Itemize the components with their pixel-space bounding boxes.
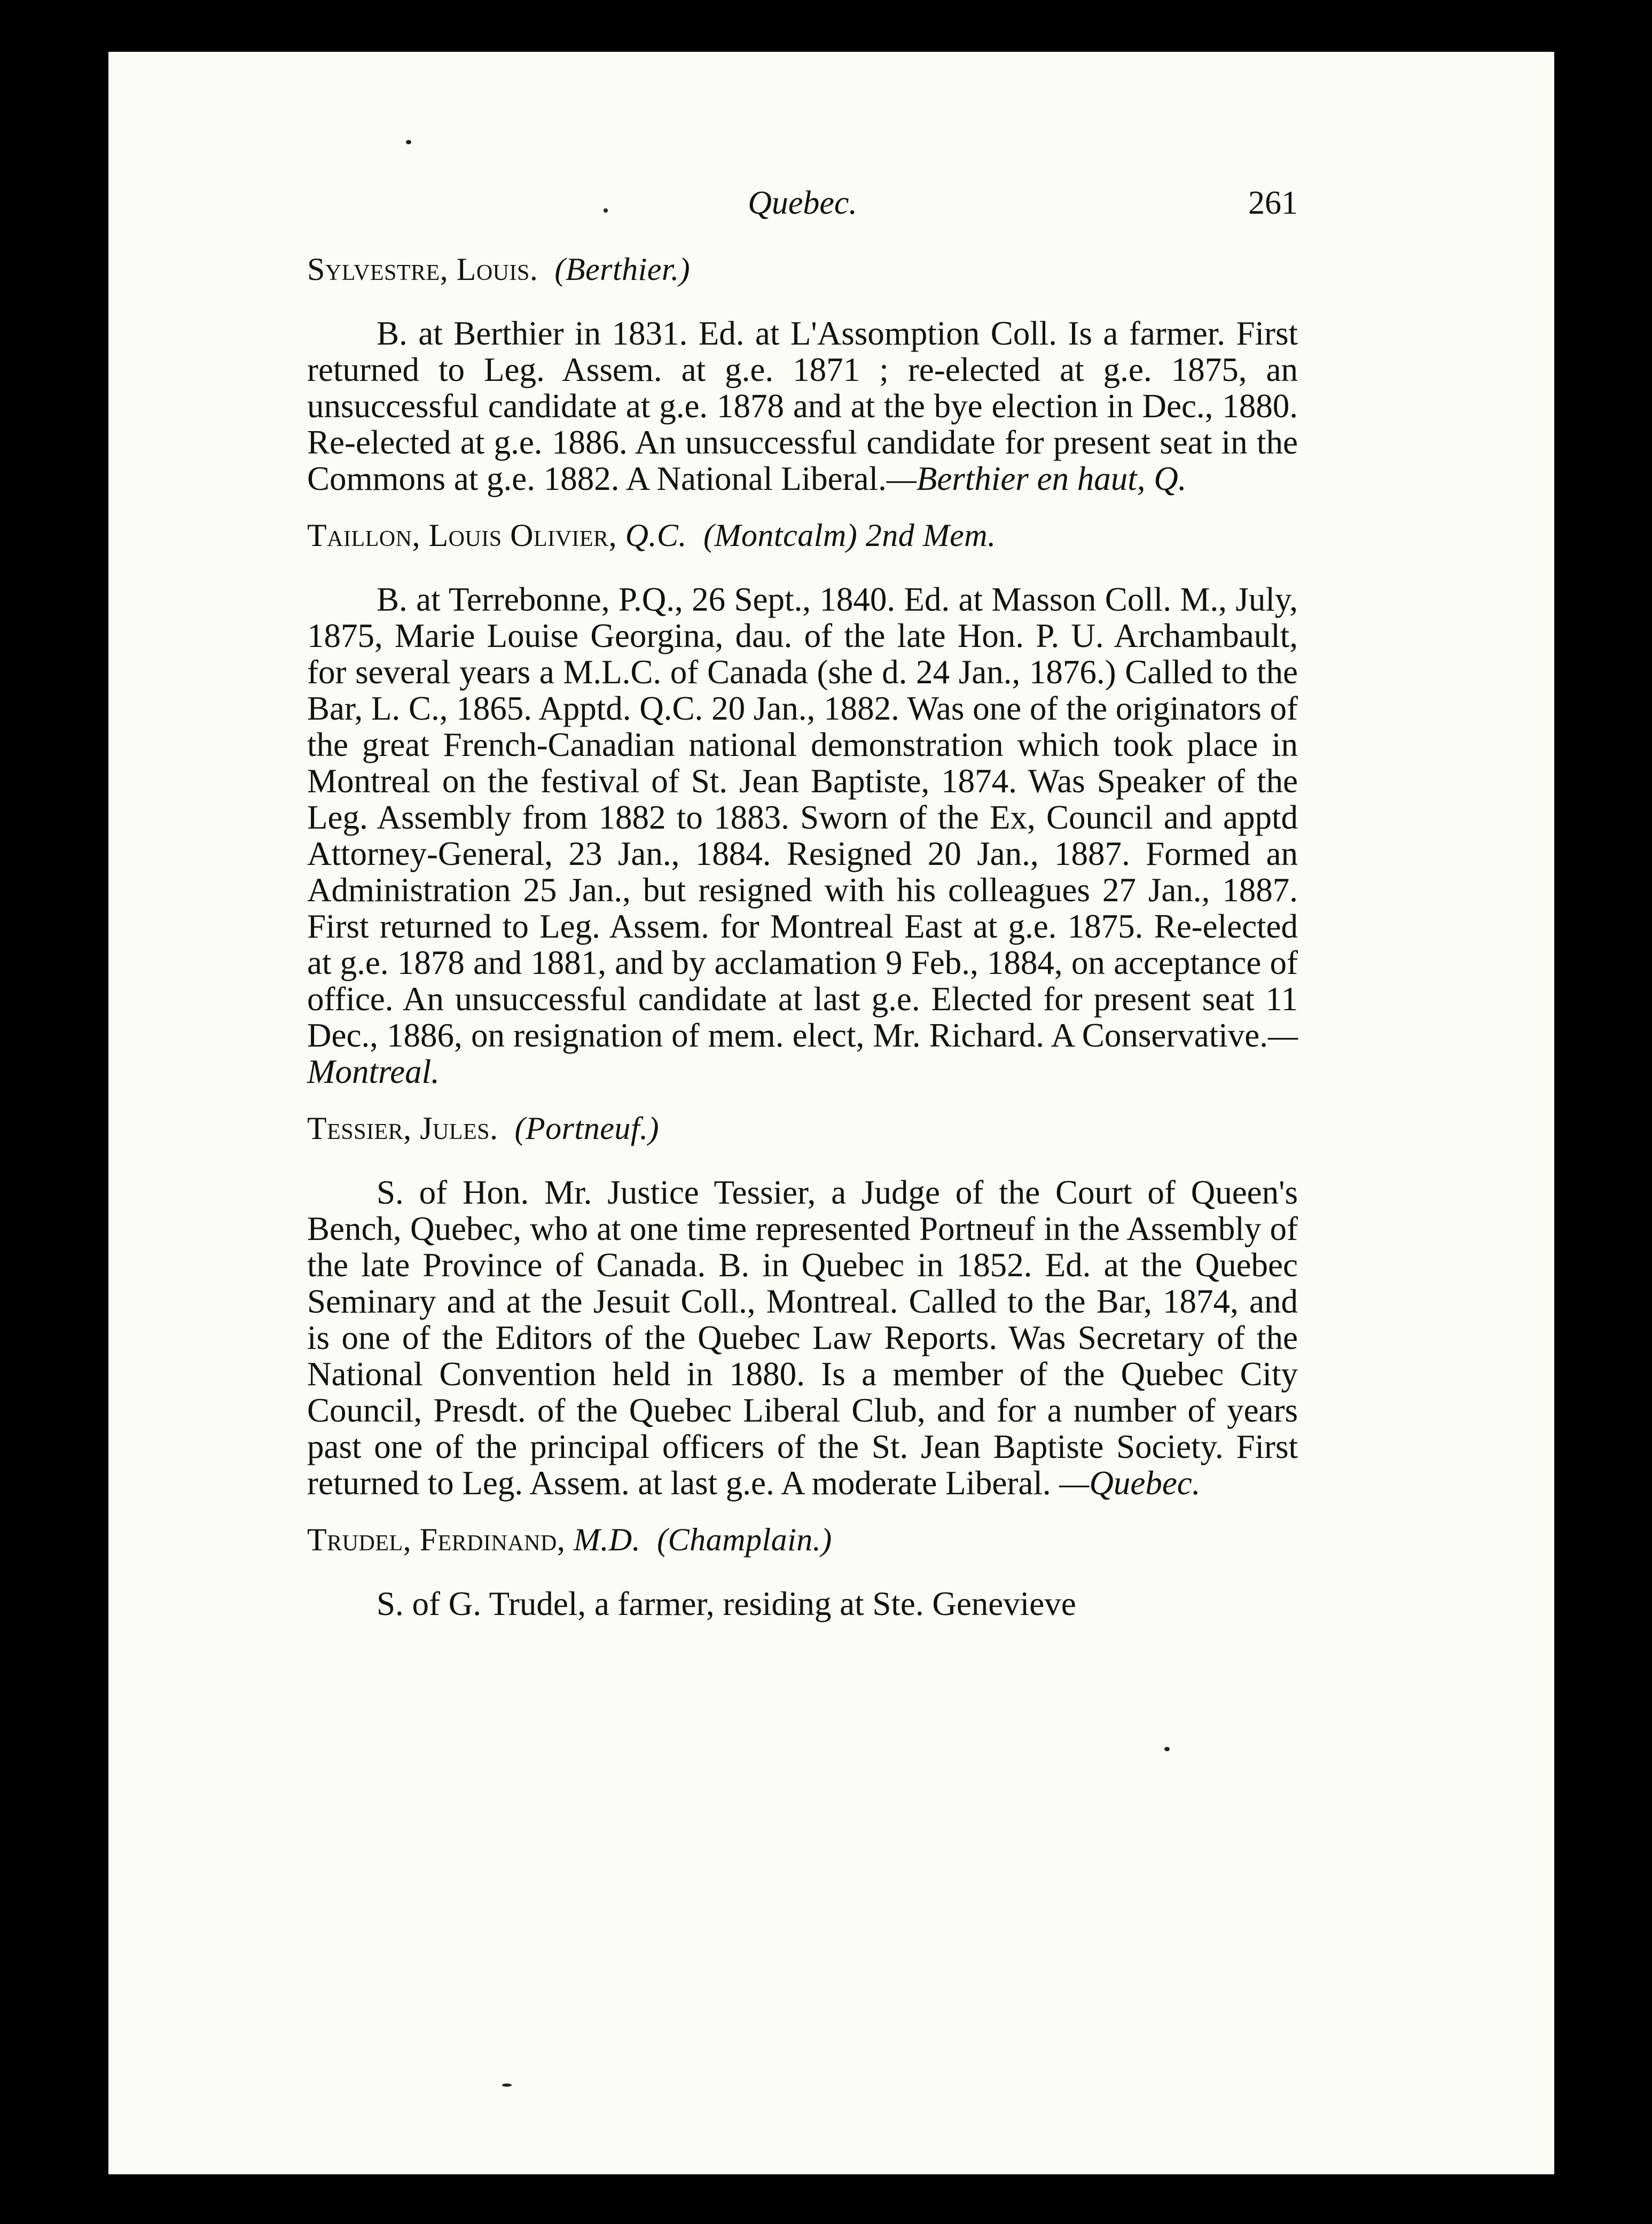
- entry-trudel: [307, 1521, 1298, 1622]
- entry-surname: Tessier,: [307, 1111, 412, 1146]
- binding-edge: [99, 45, 108, 2174]
- page-content: [307, 251, 1298, 1642]
- entry-text: B. at Terrebonne, P.Q., 26 Sept., 1840. Ed. at Masson Coll. M., July, 1875, Marie Louise Georgina, dau. of the late Hon. P. U. Archambault, for several years a M.L.C. of Canada (she d. 24 Jan., 1876.) Called to the Bar, L. C., 1865. Apptd. Q.C. 20 Jan., 1882. Was one of the originators of the great French-Canadian national demonstration which took place in Montreal on the festival of St. Jean Baptiste, 1874. Was Speaker of the Leg. Assembly from 1882 to 1883. Sworn of the Ex, Council and apptd Attorney-General, 23 Jan., 1884. Resigned 20 Jan., 1887. Formed an Administration 25 Jan., but resigned with his colleagues 27 Jan., 1887. First returned to Leg. Assem. for Montreal East at g.e. 1875. Re-elected at g.e. 1878 and 1881, and by acclamation 9 Feb., 1884, on acceptance of office. An unsuccessful candidate at last g.e. Elected for present seat 11 Dec., 1886, on resignation of mem. elect, Mr. Richard. A Conservative.: [307, 581, 1298, 1054]
- entry-heading: [307, 517, 1298, 553]
- entry-taillon: [307, 517, 1298, 1090]
- scan-speck: [604, 208, 608, 213]
- entry-body: [307, 315, 1298, 497]
- page-number: 261: [1248, 185, 1298, 221]
- page-top-edge: [99, 45, 1554, 52]
- entry-text: S. of Hon. Mr. Justice Tessier, a Judge of the Court of Queen's Bench, Quebec, who at one time represented Portneuf in the Assembly of the late Province of Canada. B. in Quebec in 1852. Ed. at the Quebec Seminary and at the Jesuit Coll., Montreal. Called to the Bar, 1874, and is one of the Editors of the Quebec Law Reports. Was Secretary of the National Convention held in 1880. Is a member of the Quebec City Council, Presdt. of the Quebec Liberal Club, and for a number of years past one of the principal officers of the St. Jean Baptiste Society. First returned to Leg. Assem. at last g.e. A moderate Liberal.: [307, 1174, 1298, 1502]
- entry-member-note: 2nd Mem.: [865, 518, 996, 553]
- entry-body: [307, 1586, 1298, 1622]
- entry-surname: Sylvestre,: [307, 252, 449, 287]
- running-head: Quebec.: [748, 185, 857, 221]
- entry-sylvestre: [307, 251, 1298, 497]
- entry-suffix: M.D.: [573, 1522, 641, 1557]
- entry-surname: Trudel,: [307, 1522, 412, 1557]
- entry-riding: (Portneuf.): [514, 1111, 659, 1146]
- entry-heading: [307, 251, 1298, 287]
- entry-address: —Quebec.: [1059, 1464, 1201, 1502]
- entry-text: S. of G. Trudel, a farmer, residing at Ste. Genevieve: [377, 1585, 1076, 1622]
- entry-address: —Montreal.: [307, 1017, 1298, 1090]
- entry-riding: (Berthier.): [554, 252, 691, 287]
- scan-speck: [502, 2083, 512, 2087]
- scan-speck: [406, 140, 411, 144]
- entry-riding: (Champlain.): [657, 1522, 832, 1557]
- entry-suffix: Q.C.: [625, 518, 687, 553]
- entry-address: —Berthier en haut, Q.: [886, 460, 1187, 497]
- entry-tessier: [307, 1110, 1298, 1501]
- entry-body: [307, 1174, 1298, 1501]
- scan-speck: [1164, 1747, 1170, 1751]
- page-header: [307, 184, 1298, 232]
- entry-given-name: Ferdinand,: [419, 1522, 566, 1557]
- entry-surname: Taillon,: [307, 518, 420, 553]
- entry-heading: [307, 1110, 1298, 1146]
- entry-heading: [307, 1521, 1298, 1558]
- entry-body: [307, 581, 1298, 1090]
- entry-given-name: Jules.: [420, 1111, 498, 1146]
- entry-text: B. at Berthier in 1831. Ed. at L'Assomption Coll. Is a farmer. First returned to Leg. Assem. at g.e. 1871 ; re-elected at g.e. 1875, an unsuccessful candidate at g.e. 1878 and at the bye election in Dec., 1880. Re-elected at g.e. 1886. An unsuccessful candidate for present seat in the Commons at g.e. 1882. A National Liberal.: [307, 315, 1298, 497]
- entry-given-name: Louis.: [456, 252, 538, 287]
- entry-riding: (Montcalm): [703, 518, 858, 553]
- entry-given-name: Louis Olivier,: [428, 518, 617, 553]
